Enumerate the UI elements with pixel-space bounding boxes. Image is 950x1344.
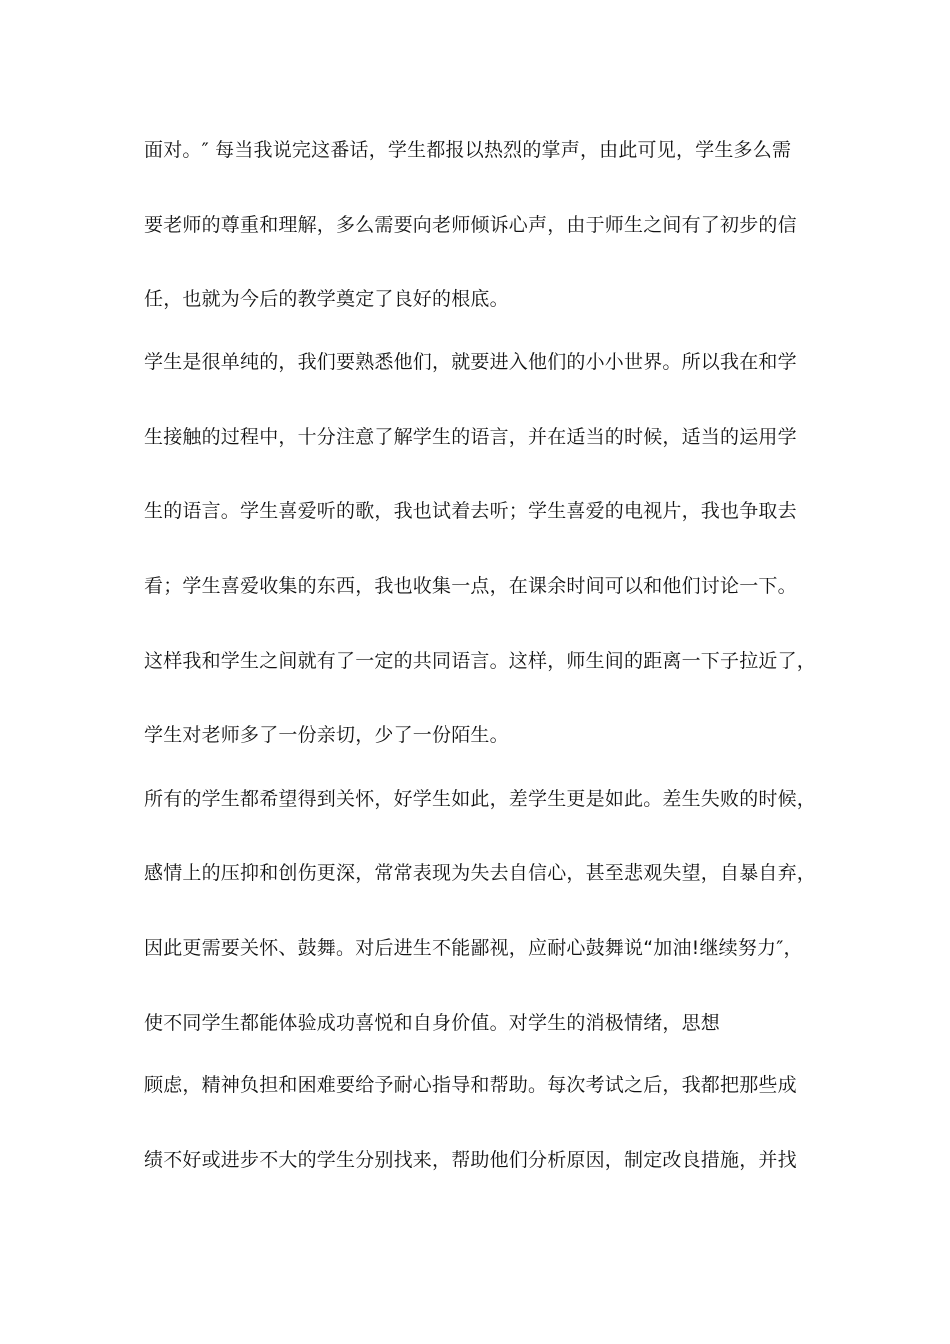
text-line-1: 面对。″ 每当我说完这番话，学生都报以热烈的掌声，由此可见，学生多么需 <box>144 139 792 161</box>
text-line-13: 使不同学生都能体验成功喜悦和自身价值。对学生的消极情绪，思想 <box>144 1012 721 1034</box>
text-line-4: 学生是很单纯的，我们要熟悉他们，就要进入他们的小小世界。所以我在和学 <box>144 351 797 373</box>
text-line-15: 绩不好或进步不大的学生分别找来，帮助他们分析原因，制定改良措施，并找 <box>144 1149 797 1171</box>
text-line-9: 学生对老师多了一份亲切，少了一份陌生。 <box>144 724 509 746</box>
text-line-12: 因此更需要关怀、鼓舞。对后进生不能鄙视，应耐心鼓舞说“加油!继续努力″， <box>144 937 803 959</box>
text-line-11: 感情上的压抑和创伤更深，常常表现为失去自信心，甚至悲观失望，自暴自弃， <box>144 862 817 884</box>
text-line-3: 任，也就为今后的教学奠定了良好的根底。 <box>144 288 509 310</box>
text-line-8: 这样我和学生之间就有了一定的共同语言。这样，师生间的距离一下子拉近了， <box>144 650 817 672</box>
text-line-10: 所有的学生都希望得到关怀，好学生如此，差学生更是如此。差生失败的时候， <box>144 788 817 810</box>
text-line-2: 要老师的尊重和理解，多么需要向老师倾诉心声，由于师生之间有了初步的信 <box>144 214 797 236</box>
text-line-6: 生的语言。学生喜爱听的歌，我也试着去听；学生喜爱的电视片，我也争取去 <box>144 500 797 522</box>
text-line-7: 看；学生喜爱收集的东西，我也收集一点，在课余时间可以和他们讨论一下。 <box>144 575 797 597</box>
text-line-5: 生接触的过程中，十分注意了解学生的语言，并在适当的时候，适当的运用学 <box>144 426 797 448</box>
text-line-14: 顾虑，精神负担和困难要给予耐心指导和帮助。每次考试之后，我都把那些成 <box>144 1074 797 1096</box>
